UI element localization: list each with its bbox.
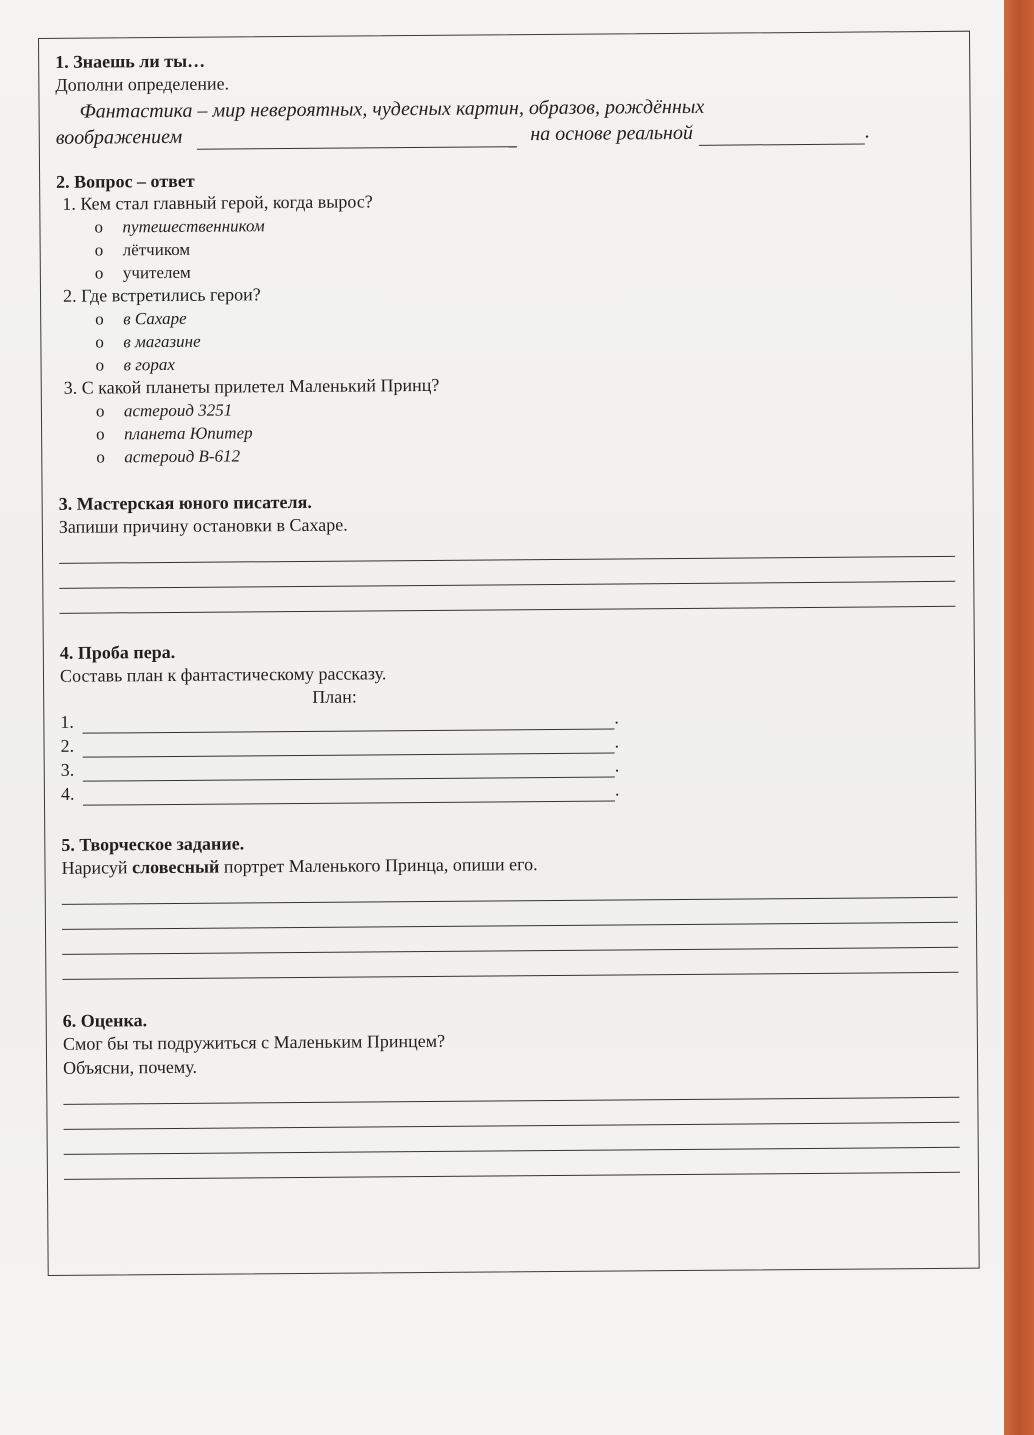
section-3-task: Запиши причину остановки в Сахаре. [58,514,348,537]
definition-blank-2[interactable] [699,124,865,146]
section-4-task: Составь план к фантастическому рассказу. [59,663,387,686]
definition-word-real: на основе реальной [530,121,693,146]
section-2 [56,164,954,469]
radio-bullet-icon: o [96,447,105,467]
worksheet-frame [38,31,980,1276]
option-label: в Сахаре [123,308,187,329]
section-1-instruction: Дополни определение. [55,73,230,95]
section-6-question-2: Объясни, почему. [63,1056,198,1078]
wooden-table-edge [1004,0,1034,1435]
question-3: 3. С какой планеты прилетел Маленький Принц? [63,374,440,398]
option-label: астероид В-612 [124,446,241,467]
plan-item-dot: . [614,707,619,728]
definition-line-1: Фантастика – мир невероятных, чудесных картин, образов, рождённых [79,95,705,123]
option-label: в магазине [123,331,201,352]
task-text: портрет Маленького Принца, опиши его. [219,854,538,877]
plan-item-blank[interactable] [82,708,614,733]
plan-item[interactable] [61,777,621,805]
section-4-title: 4. Проба пера. [59,641,176,663]
radio-bullet-icon: o [94,240,104,260]
radio-bullet-icon: o [95,309,104,329]
section-1 [55,44,952,151]
plan-title: План: [312,686,357,707]
plan-item-number: 2. [60,735,75,756]
plan-item-blank[interactable] [83,756,615,781]
plan-item[interactable] [60,729,620,757]
question-2: 2. Где встретились герои? [62,284,261,306]
task-bold-word: словесный [131,856,220,878]
option-label: путешественником [122,216,265,237]
option-label: учителем [122,262,191,283]
section-6 [63,1003,960,1180]
section-6-question: Смог бы ты подружиться с Маленьким Принцем? [62,1030,446,1054]
plan-item-blank[interactable] [83,780,615,805]
section-1-title: 1. Знаешь ли ты… [55,50,206,72]
worksheet-content [55,44,960,1180]
plan-item-dot: . [614,731,620,752]
question-1: 1. Кем стал главный герой, когда вырос? [62,191,373,214]
section-6-title: 6. Оценка. [62,1010,148,1031]
definition-blank-1[interactable] [196,126,516,150]
section-2-title: 2. Вопрос – ответ [56,170,195,192]
radio-bullet-icon: o [94,217,104,237]
option-label: планета Юпитер [124,423,253,444]
option-label: лётчиком [122,239,191,260]
radio-bullet-icon: o [96,424,105,444]
plan-item[interactable] [60,705,620,733]
option-label: в горах [123,354,175,375]
radio-bullet-icon: o [95,401,105,421]
section-5-title: 5. Творческое задание. [61,833,245,855]
option-label: астероид 3251 [123,400,233,421]
definition-word-imagination: воображением [55,125,183,149]
plan-item-number: 3. [60,759,75,780]
radio-bullet-icon: o [95,355,105,375]
plan-item-number: 4. [60,783,75,804]
task-text: Нарисуй [61,857,133,878]
plan-item-dot: . [614,779,620,800]
radio-bullet-icon: o [95,332,104,352]
plan-item[interactable] [61,753,621,781]
section-3 [59,486,956,614]
plan-item-number: 1. [60,711,74,732]
plan-item-dot: . [614,755,620,776]
plan-item-blank[interactable] [82,732,614,757]
definition-end-dot: . [864,120,870,143]
section-3-title: 3. Мастерская юного писателя. [58,491,312,514]
section-5 [61,827,958,980]
section-4 [60,635,957,806]
radio-bullet-icon: o [94,263,104,283]
